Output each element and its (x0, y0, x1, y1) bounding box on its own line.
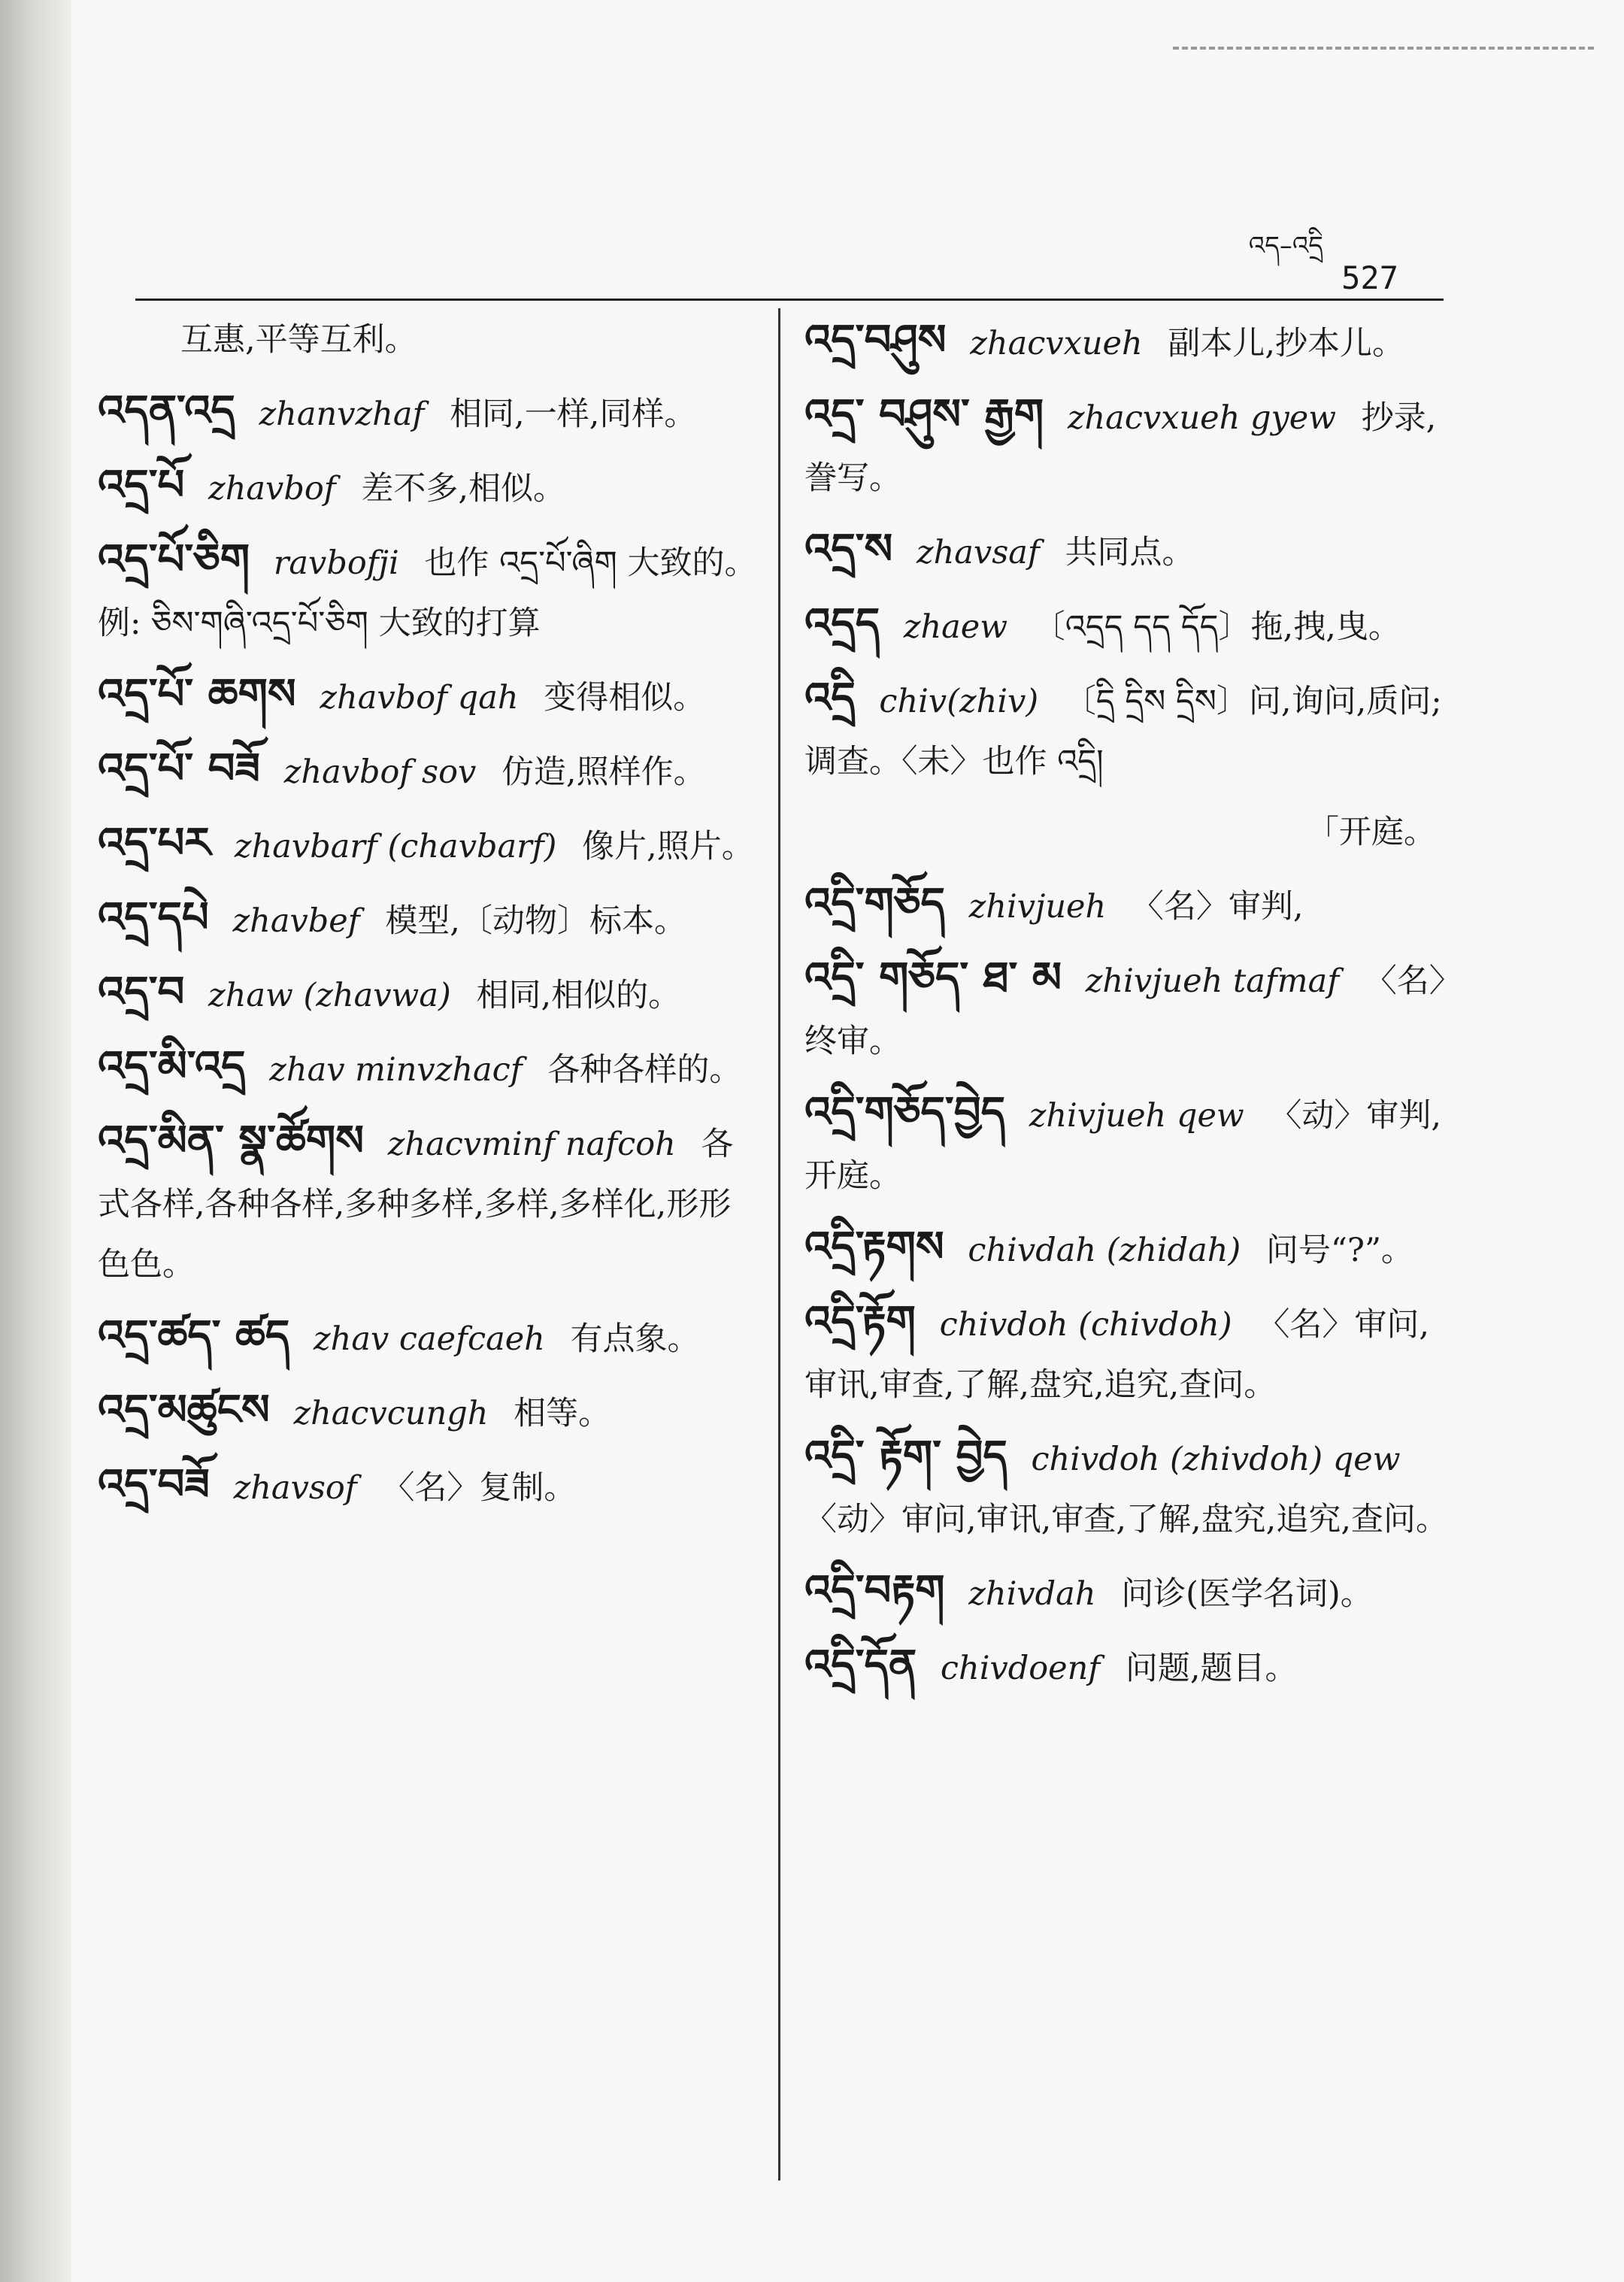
definition: 抄录,誊写。 (804, 399, 1437, 497)
definition: 有点象。 (570, 1320, 700, 1358)
romanization: zhavbef (232, 902, 360, 940)
right-entry-list (804, 310, 1451, 792)
definition: 〈动〉审问,审讯,审查,了解,盘究,追究,查问。 (804, 1501, 1449, 1538)
binding-shadow (0, 0, 71, 2282)
column-divider (778, 308, 780, 2180)
romanization: zhaw (zhavwa) (208, 977, 451, 1014)
right-entry-list-2 (804, 873, 1451, 1699)
romanization: zhavsaf (916, 534, 1040, 571)
headword: འདྲི་ རྟོག་ བྱེད (804, 1431, 1007, 1480)
headword: འདྲ་ས (804, 524, 893, 574)
romanization: zhavbof (208, 470, 336, 508)
headword: འདྲི་ གཅོད་ ཐ་ མ (804, 953, 1062, 1002)
romanization: zhivjueh (968, 888, 1107, 926)
dictionary-entry (98, 1380, 759, 1444)
dictionary-entry (98, 455, 759, 519)
dictionary-entry (804, 1217, 1451, 1280)
headword: འདྲི་གཅོད་བྱེད (804, 1087, 1006, 1137)
continuation-text: 互惠,平等互利。 (180, 321, 417, 359)
dictionary-entry (804, 310, 1451, 374)
romanization: ravbofji (273, 544, 399, 582)
dictionary-entry (98, 664, 759, 728)
definition: 各式各样,各种各样,多种多样,多样,多样化,形形色色。 (98, 1126, 734, 1283)
headword: འདན་འདྲ (98, 386, 235, 435)
headword: འདྲ་དཔེ (98, 892, 209, 942)
headword: འདྲ་བ (98, 967, 185, 1017)
definition: 相等。 (514, 1395, 611, 1432)
romanization: zhav caefcaeh (313, 1320, 545, 1358)
romanization: zhivjueh qew (1029, 1097, 1244, 1135)
romanization: chivdoenf (940, 1650, 1101, 1687)
dictionary-entry (804, 1560, 1451, 1624)
definition: 相同,相似的。 (476, 977, 681, 1014)
romanization: chivdoh (chivdoh) (939, 1306, 1232, 1344)
romanization: zhacvxueh gyew (1067, 399, 1337, 437)
dictionary-entry (98, 1036, 759, 1100)
headword: འདྲ་པར (98, 818, 211, 868)
romanization: zhavsof (233, 1469, 357, 1507)
dictionary-entry (98, 1454, 759, 1518)
romanization: zhaew (903, 608, 1008, 646)
headword: འདྲ་པོ་ཅིག (98, 535, 250, 584)
definition: 〈名〉复制。 (382, 1469, 577, 1507)
dictionary-entry (804, 668, 1451, 792)
romanization: zhacvminf nafcoh (387, 1126, 676, 1163)
dictionary-entry (804, 593, 1451, 657)
dictionary-entry (804, 384, 1451, 508)
dictionary-entry (804, 519, 1451, 583)
right-column (804, 310, 1451, 2235)
definition: 〈动〉审判,开庭。 (804, 1097, 1442, 1195)
romanization: zhivjueh tafmaf (1085, 962, 1340, 1000)
headword: འདྲ་མི་འདྲ (98, 1041, 246, 1091)
definition: 〔དྲི དྲིས དྲིས〕问,询问,质问;调查。〈未〉也作 འདྲི། (804, 683, 1442, 780)
headword: འདྲི་རྟོག (804, 1296, 916, 1346)
headword: འདྲ་མིན་ སྣ་ཚོགས (98, 1116, 365, 1165)
continuation-text: 「开庭。 (1307, 814, 1436, 851)
dictionary-entry (98, 1305, 759, 1369)
headword: འདྲ་པོ་ ཆགས (98, 669, 296, 719)
definition: 〈名〉终审。 (804, 962, 1446, 1060)
definition: 〔འདྲད དད དོད〕拖,拽,曳。 (1032, 608, 1401, 646)
romanization: zhanvzhaf (259, 395, 425, 433)
romanization: chivdoh (zhivdoh) qew (1031, 1441, 1401, 1478)
page-header (135, 231, 1444, 301)
definition: 〈名〉审判, (1131, 888, 1304, 926)
left-entry-list (98, 380, 759, 1518)
dictionary-entry (98, 380, 759, 444)
dictionary-entry (98, 738, 759, 802)
definition: 仿造,照样作。 (501, 753, 706, 791)
headword: འདྲ་བཤུས (804, 315, 947, 365)
headword: འདྲི་དོན (804, 1640, 917, 1690)
header-rule (135, 299, 1444, 301)
definition: 副本儿,抄本儿。 (1168, 325, 1405, 362)
romanization: zhavbof qah (320, 679, 519, 717)
headword: འདྲ་ཚད་ ཚད (98, 1311, 290, 1360)
dictionary-entry (98, 962, 759, 1026)
dictionary-entry (804, 873, 1451, 937)
headword: འདྲ་ བཤུས་ རྒྱག (804, 389, 1044, 439)
definition: 变得相似。 (544, 679, 706, 717)
romanization: zhivdah (968, 1575, 1096, 1613)
definition: 相同,一样,同样。 (450, 395, 697, 433)
romanization: zhacvcungh (293, 1395, 489, 1432)
headword: འདྲ་བཟོ (98, 1459, 210, 1509)
dictionary-entry (804, 1082, 1451, 1206)
dictionary-entry (98, 1111, 759, 1295)
headword: འདྲ་མཚུངས (98, 1385, 270, 1435)
romanization: chiv(zhiv) (879, 683, 1039, 720)
definition: 〈名〉审问,审讯,审查,了解,盘究,追究,查问。 (804, 1306, 1430, 1404)
definition: 差不多,相似。 (361, 470, 565, 508)
definition: 问题,题目。 (1125, 1650, 1298, 1687)
dictionary-entry (804, 947, 1451, 1071)
dictionary-entry (804, 1291, 1451, 1415)
left-column (98, 310, 759, 2235)
headword: འདྲི་གཅོད (804, 878, 945, 928)
dictionary-entry (804, 1426, 1451, 1550)
headword: འདྲི་བརྟག (804, 1565, 945, 1615)
guide-words: འད–འདྲི (1248, 231, 1323, 261)
headword: འདྲད (804, 599, 880, 648)
dictionary-entry (804, 1635, 1451, 1699)
romanization: chivdah (zhidah) (968, 1232, 1241, 1269)
page-number: 527 (1341, 259, 1398, 296)
definition: 共同点。 (1065, 534, 1195, 571)
headword: འདྲི་རྟགས (804, 1222, 944, 1271)
top-edge-marks (1173, 47, 1594, 50)
romanization: zhavbarf (chavbarf) (234, 828, 557, 865)
dictionary-entry (98, 529, 759, 653)
headword: འདྲ་པོ (98, 460, 185, 510)
definition: 像片,照片。 (582, 828, 754, 865)
definition: 也作 འདྲ་པོ་ཞིག 大致的。例: ཅིས་གཞི་འདྲ་པོ་ཅིག 大致的打算 (98, 544, 757, 642)
definition: 模型,〔动物〕标本。 (385, 902, 686, 940)
definition: 各种各样的。 (547, 1051, 742, 1089)
headword: འདྲ་པོ་ བཟོ (98, 744, 261, 793)
definition: 问诊(医学名词)。 (1121, 1575, 1373, 1613)
dictionary-entry (98, 813, 759, 877)
romanization: zhav minvzhacf (269, 1051, 523, 1089)
dictionary-entry (98, 887, 759, 951)
romanization: zhacvxueh (970, 325, 1143, 362)
definition: 问号“?”。 (1265, 1232, 1413, 1269)
romanization: zhavbof sov (283, 753, 477, 791)
headword: འདྲི (804, 673, 856, 723)
